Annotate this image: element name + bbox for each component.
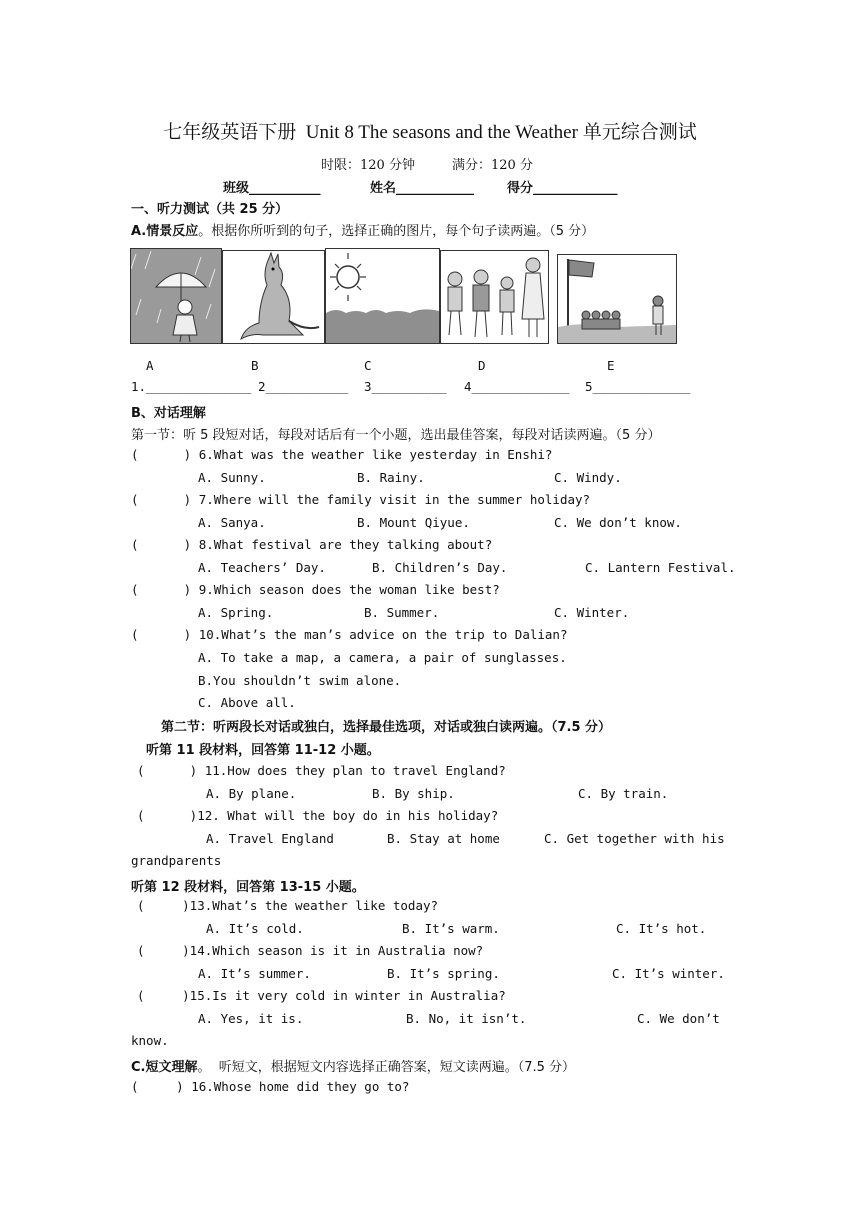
- option-b: B. Stay at home: [387, 831, 500, 846]
- answer-blank: 1.______________: [131, 379, 252, 394]
- picture-letter: B: [251, 358, 259, 373]
- picture-letter: A: [146, 358, 154, 373]
- option-c: C. Above all.: [198, 695, 296, 710]
- option-b: B. Mount Qiyue.: [357, 515, 470, 530]
- option-c: C. Windy.: [554, 470, 622, 485]
- option-c: C. By train.: [578, 786, 669, 801]
- option-a: A. Sunny.: [198, 470, 266, 485]
- option-c: C. We don’t know.: [554, 515, 682, 530]
- sectionB-part2: 第二节：听两段长对话或独白，选择最佳选项，对话或独白读两遍。（7.5 分）: [161, 720, 612, 735]
- sectionB-part1: 第一节：听 5 段短对话，每段对话后有一个小题，选出最佳答案，每段对话读两遍。（5 分）: [131, 428, 661, 443]
- answer-blank: 5_____________: [585, 379, 691, 394]
- option-c: C. Lantern Festival.: [585, 560, 736, 575]
- sectionB-heading: B、对话理解: [131, 406, 206, 421]
- option-a: A. Travel England: [206, 831, 334, 846]
- name-field: 姓名____________: [370, 181, 475, 196]
- time-limit: 时限：120 分钟: [321, 158, 415, 173]
- sectionC-heading: C.短文理解: [131, 1060, 198, 1075]
- option-c-continued: know.: [131, 1033, 169, 1048]
- kangaroo-icon: [223, 251, 324, 343]
- question-stem: ( ) 6.What was the weather like yesterday in Enshi?: [131, 447, 553, 462]
- option-a: A. Yes, it is.: [198, 1011, 304, 1026]
- option-a: A. Sanya.: [198, 515, 266, 530]
- option-c: C. We don’t: [637, 1011, 720, 1026]
- sun-icon: [326, 249, 439, 343]
- family-icon: [441, 251, 548, 343]
- option-a: A. Spring.: [198, 605, 274, 620]
- family-picture: [440, 250, 549, 344]
- score-field: 得分_____________: [507, 181, 618, 196]
- answer-blank: 4_____________: [464, 379, 570, 394]
- rain-umbrella-picture: [130, 248, 222, 344]
- option-b: B.You shouldn’t swim alone.: [198, 673, 402, 688]
- option-a: A. Teachers’ Day.: [198, 560, 326, 575]
- option-b: B. Children’s Day.: [372, 560, 508, 575]
- flag-icon: [558, 255, 676, 343]
- full-score: 满分：120 分: [452, 158, 533, 173]
- option-b: B. No, it isn’t.: [406, 1011, 527, 1026]
- picture-letter: D: [478, 358, 486, 373]
- option-c: C. Get together with his: [544, 831, 725, 846]
- kangaroo-picture: [222, 250, 325, 344]
- question-stem: ( ) 7.Where will the family visit in the summer holiday?: [131, 492, 591, 507]
- option-c-continued: grandparents: [131, 853, 222, 868]
- option-a: A. To take a map, a camera, a pair of sunglasses.: [198, 650, 567, 665]
- option-c: C. It’s winter.: [612, 966, 725, 981]
- option-a: A. It’s summer.: [198, 966, 311, 981]
- option-a: A. By plane.: [206, 786, 297, 801]
- option-b: B. By ship.: [372, 786, 455, 801]
- listen-12-heading: 听第 12 段材料，回答第 13-15 小题。: [131, 880, 365, 895]
- question-stem: ( ) 11.How does they plan to travel England?: [137, 763, 506, 778]
- question-stem: ( )14.Which season is it in Australia now?: [137, 943, 484, 958]
- flag-ceremony-picture: [557, 254, 677, 344]
- option-b: B. Rainy.: [357, 470, 425, 485]
- sun-picture: [325, 248, 440, 344]
- part1-heading: 一、听力测试（共 25 分）: [131, 202, 289, 217]
- question-stem: ( ) 16.Whose home did they go to?: [131, 1079, 410, 1094]
- rain-umbrella-icon: [131, 249, 221, 343]
- sectionA-instruction: 。根据你所听到的句子，选择正确的图片，每个句子读两遍。（5 分）: [198, 224, 595, 239]
- question-stem: ( )13.What’s the weather like today?: [137, 898, 439, 913]
- answer-blank: 2___________: [258, 379, 349, 394]
- listen-11-heading: 听第 11 段材料，回答第 11-12 小题。: [146, 743, 380, 758]
- answer-blank: 3__________: [364, 379, 447, 394]
- question-stem: ( )15.Is it very cold in winter in Australia?: [137, 988, 506, 1003]
- option-b: B. Summer.: [364, 605, 440, 620]
- page-title: 七年级英语下册 Unit 8 The seasons and the Weather 单元综合测试: [163, 122, 697, 143]
- class-field: 班级___________: [223, 181, 321, 196]
- sectionA-heading: A.情景反应: [131, 224, 199, 239]
- question-stem: ( ) 10.What’s the man’s advice on the trip to Dalian?: [131, 627, 568, 642]
- option-c: C. It’s hot.: [616, 921, 707, 936]
- option-c: C. Winter.: [554, 605, 630, 620]
- sectionC-line: [131, 1056, 575, 1075]
- question-stem: ( ) 9.Which season does the woman like best?: [131, 582, 500, 597]
- picture-letter: C: [364, 358, 372, 373]
- picture-letter: E: [607, 358, 615, 373]
- sectionA-line: [131, 220, 594, 239]
- question-stem: ( ) 8.What festival are they talking about?: [131, 537, 493, 552]
- option-b: B. It’s warm.: [402, 921, 500, 936]
- sectionC-instruction: 。 听短文，根据短文内容选择正确答案，短文读两遍。（7.5 分）: [197, 1060, 576, 1075]
- option-b: B. It’s spring.: [387, 966, 500, 981]
- option-a: A. It’s cold.: [206, 921, 304, 936]
- question-stem: ( )12. What will the boy do in his holiday?: [137, 808, 499, 823]
